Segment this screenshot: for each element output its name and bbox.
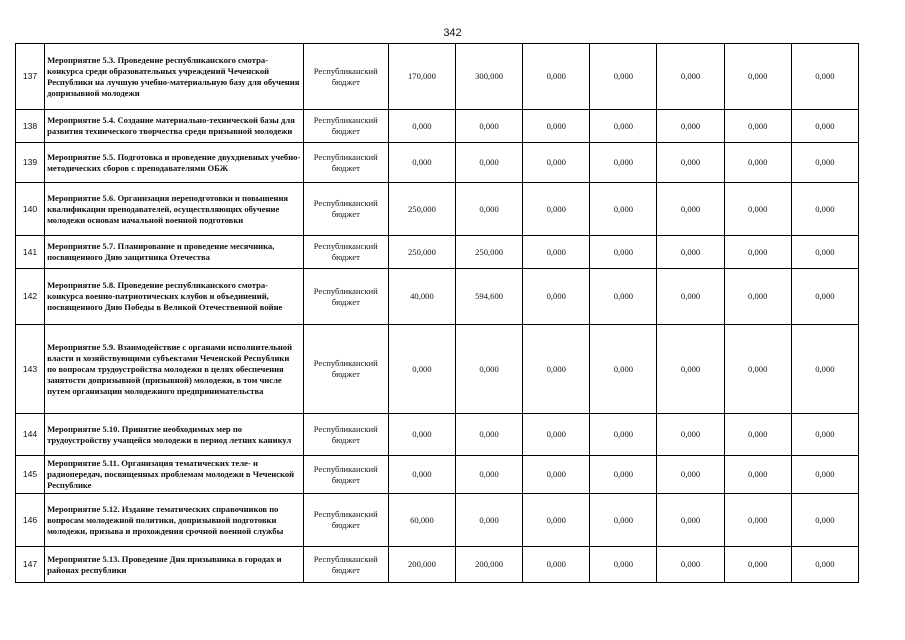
table-row [16, 456, 859, 494]
funding-source: Республиканский бюджет [303, 110, 388, 143]
amount-cell: 0,000 [523, 547, 590, 583]
table-row [16, 269, 859, 325]
page-number: 342 [443, 27, 462, 39]
amount-cell: 0,000 [724, 494, 791, 547]
amount-cell: 0,000 [590, 143, 657, 183]
activity-name: Мероприятие 5.4. Создание материально-технической базы для развития технического творчества среди призывной молодежи [45, 110, 304, 143]
amount-cell: 0,000 [791, 494, 858, 547]
table-row [16, 494, 859, 547]
row-number: 142 [16, 269, 45, 325]
amount-cell: 0,000 [523, 110, 590, 143]
amount-cell: 0,000 [523, 494, 590, 547]
amount-cell: 0,000 [791, 236, 858, 269]
amount-cell: 300,000 [456, 44, 523, 110]
table-row [16, 325, 859, 414]
row-number: 138 [16, 110, 45, 143]
amount-cell: 0,000 [724, 269, 791, 325]
row-number: 137 [16, 44, 45, 110]
activity-name: Мероприятие 5.7. Планирование и проведение месячника, посвященного Дню защитника Отечества [45, 236, 304, 269]
activity-name: Мероприятие 5.8. Проведение республиканского смотра-конкурса военно-патриотических клубов и объединений, посвященного Дню Победы в Великой Отечественной войне [45, 269, 304, 325]
funding-source: Республиканский бюджет [303, 456, 388, 494]
amount-cell: 0,000 [388, 110, 455, 143]
amount-cell: 0,000 [657, 110, 724, 143]
amount-cell: 0,000 [657, 44, 724, 110]
amount-cell: 0,000 [657, 143, 724, 183]
table-row [16, 547, 859, 583]
funding-source: Республиканский бюджет [303, 143, 388, 183]
row-number: 141 [16, 236, 45, 269]
amount-cell: 250,000 [456, 236, 523, 269]
activity-name: Мероприятие 5.5. Подготовка и проведение двухдневных учебно-методических сборов с преподавателями ОБЖ [45, 143, 304, 183]
amount-cell: 200,000 [456, 547, 523, 583]
amount-cell: 250,000 [388, 236, 455, 269]
amount-cell: 0,000 [724, 547, 791, 583]
amount-cell: 0,000 [456, 325, 523, 414]
amount-cell: 0,000 [456, 414, 523, 456]
amount-cell: 200,000 [388, 547, 455, 583]
amount-cell: 0,000 [456, 494, 523, 547]
amount-cell: 0,000 [657, 494, 724, 547]
amount-cell: 0,000 [590, 414, 657, 456]
amount-cell: 0,000 [791, 547, 858, 583]
table-row [16, 414, 859, 456]
amount-cell: 0,000 [590, 269, 657, 325]
amount-cell: 0,000 [791, 44, 858, 110]
amount-cell: 0,000 [657, 547, 724, 583]
table-row [16, 143, 859, 183]
amount-cell: 0,000 [724, 325, 791, 414]
amount-cell: 0,000 [590, 547, 657, 583]
amount-cell: 170,000 [388, 44, 455, 110]
funding-source: Республиканский бюджет [303, 269, 388, 325]
amount-cell: 594,600 [456, 269, 523, 325]
amount-cell: 0,000 [456, 143, 523, 183]
amount-cell: 0,000 [590, 494, 657, 547]
funding-source: Республиканский бюджет [303, 494, 388, 547]
funding-source: Республиканский бюджет [303, 414, 388, 456]
amount-cell: 0,000 [523, 325, 590, 414]
funding-source: Республиканский бюджет [303, 44, 388, 110]
amount-cell: 0,000 [791, 183, 858, 236]
amount-cell: 0,000 [590, 325, 657, 414]
activity-name: Мероприятие 5.12. Издание тематических справочников по вопросам молодежной политики, допризывной подготовки молодежи, призыва и прохождения срочной военной службы [45, 494, 304, 547]
activity-name: Мероприятие 5.3. Проведение республиканского смотра-конкурса среди образовательных учреждений Чеченской Республики на лучшую учебно-материальную базу для обучения допризывной молодежи [45, 44, 304, 110]
amount-cell: 60,000 [388, 494, 455, 547]
amount-cell: 40,000 [388, 269, 455, 325]
row-number: 140 [16, 183, 45, 236]
row-number: 145 [16, 456, 45, 494]
funding-source: Республиканский бюджет [303, 236, 388, 269]
amount-cell: 0,000 [590, 110, 657, 143]
amount-cell: 0,000 [590, 44, 657, 110]
amount-cell: 0,000 [724, 183, 791, 236]
amount-cell: 0,000 [590, 183, 657, 236]
amount-cell: 0,000 [724, 44, 791, 110]
funding-source: Республиканский бюджет [303, 183, 388, 236]
amount-cell: 0,000 [523, 269, 590, 325]
amount-cell: 0,000 [724, 143, 791, 183]
row-number: 139 [16, 143, 45, 183]
amount-cell: 0,000 [657, 325, 724, 414]
amount-cell: 0,000 [523, 143, 590, 183]
amount-cell: 0,000 [791, 143, 858, 183]
amount-cell: 0,000 [388, 414, 455, 456]
amount-cell: 0,000 [791, 325, 858, 414]
table-row [16, 110, 859, 143]
row-number: 147 [16, 547, 45, 583]
amount-cell: 0,000 [590, 456, 657, 494]
amount-cell: 0,000 [523, 414, 590, 456]
amount-cell: 0,000 [657, 414, 724, 456]
amount-cell: 0,000 [724, 414, 791, 456]
amount-cell: 0,000 [523, 44, 590, 110]
amount-cell: 0,000 [456, 183, 523, 236]
activity-name: Мероприятие 5.11. Организация тематических теле- и радиопередач, посвященных проблемам молодежи в Чеченской Республике [45, 456, 304, 494]
amount-cell: 0,000 [590, 236, 657, 269]
row-number: 143 [16, 325, 45, 414]
amount-cell: 0,000 [456, 456, 523, 494]
budget-table [15, 43, 859, 583]
amount-cell: 0,000 [791, 414, 858, 456]
amount-cell: 0,000 [456, 110, 523, 143]
row-number: 144 [16, 414, 45, 456]
amount-cell: 0,000 [791, 456, 858, 494]
amount-cell: 0,000 [388, 456, 455, 494]
activity-name: Мероприятие 5.13. Проведение Дня призывника в городах и районах республики [45, 547, 304, 583]
table-row [16, 236, 859, 269]
row-number: 146 [16, 494, 45, 547]
table-row [16, 44, 859, 110]
activity-name: Мероприятие 5.6. Организация переподготовки и повышения квалификации преподавателей, осуществляющих обучение молодежи основам начальной военной подготовки [45, 183, 304, 236]
amount-cell: 0,000 [724, 110, 791, 143]
activity-name: Мероприятие 5.9. Взаимодействие с органами исполнительной власти и хозяйствующими субъектами Чеченской Республики по вопросам трудоустройства молодежи в целях обеспечения занятости допризывной (призывной) молодежи, в том числе путем организации молодежного предпринимательства [45, 325, 304, 414]
amount-cell: 0,000 [523, 236, 590, 269]
amount-cell: 0,000 [388, 143, 455, 183]
amount-cell: 0,000 [657, 236, 724, 269]
amount-cell: 0,000 [724, 456, 791, 494]
amount-cell: 0,000 [657, 456, 724, 494]
amount-cell: 0,000 [388, 325, 455, 414]
table-row [16, 183, 859, 236]
funding-source: Республиканский бюджет [303, 325, 388, 414]
amount-cell: 0,000 [657, 183, 724, 236]
funding-source: Республиканский бюджет [303, 547, 388, 583]
amount-cell: 0,000 [523, 456, 590, 494]
amount-cell: 0,000 [791, 269, 858, 325]
amount-cell: 250,000 [388, 183, 455, 236]
amount-cell: 0,000 [791, 110, 858, 143]
amount-cell: 0,000 [657, 269, 724, 325]
table-body [16, 44, 859, 583]
amount-cell: 0,000 [724, 236, 791, 269]
activity-name: Мероприятие 5.10. Принятие необходимых мер по трудоустройству учащейся молодежи в период летних каникул [45, 414, 304, 456]
amount-cell: 0,000 [523, 183, 590, 236]
